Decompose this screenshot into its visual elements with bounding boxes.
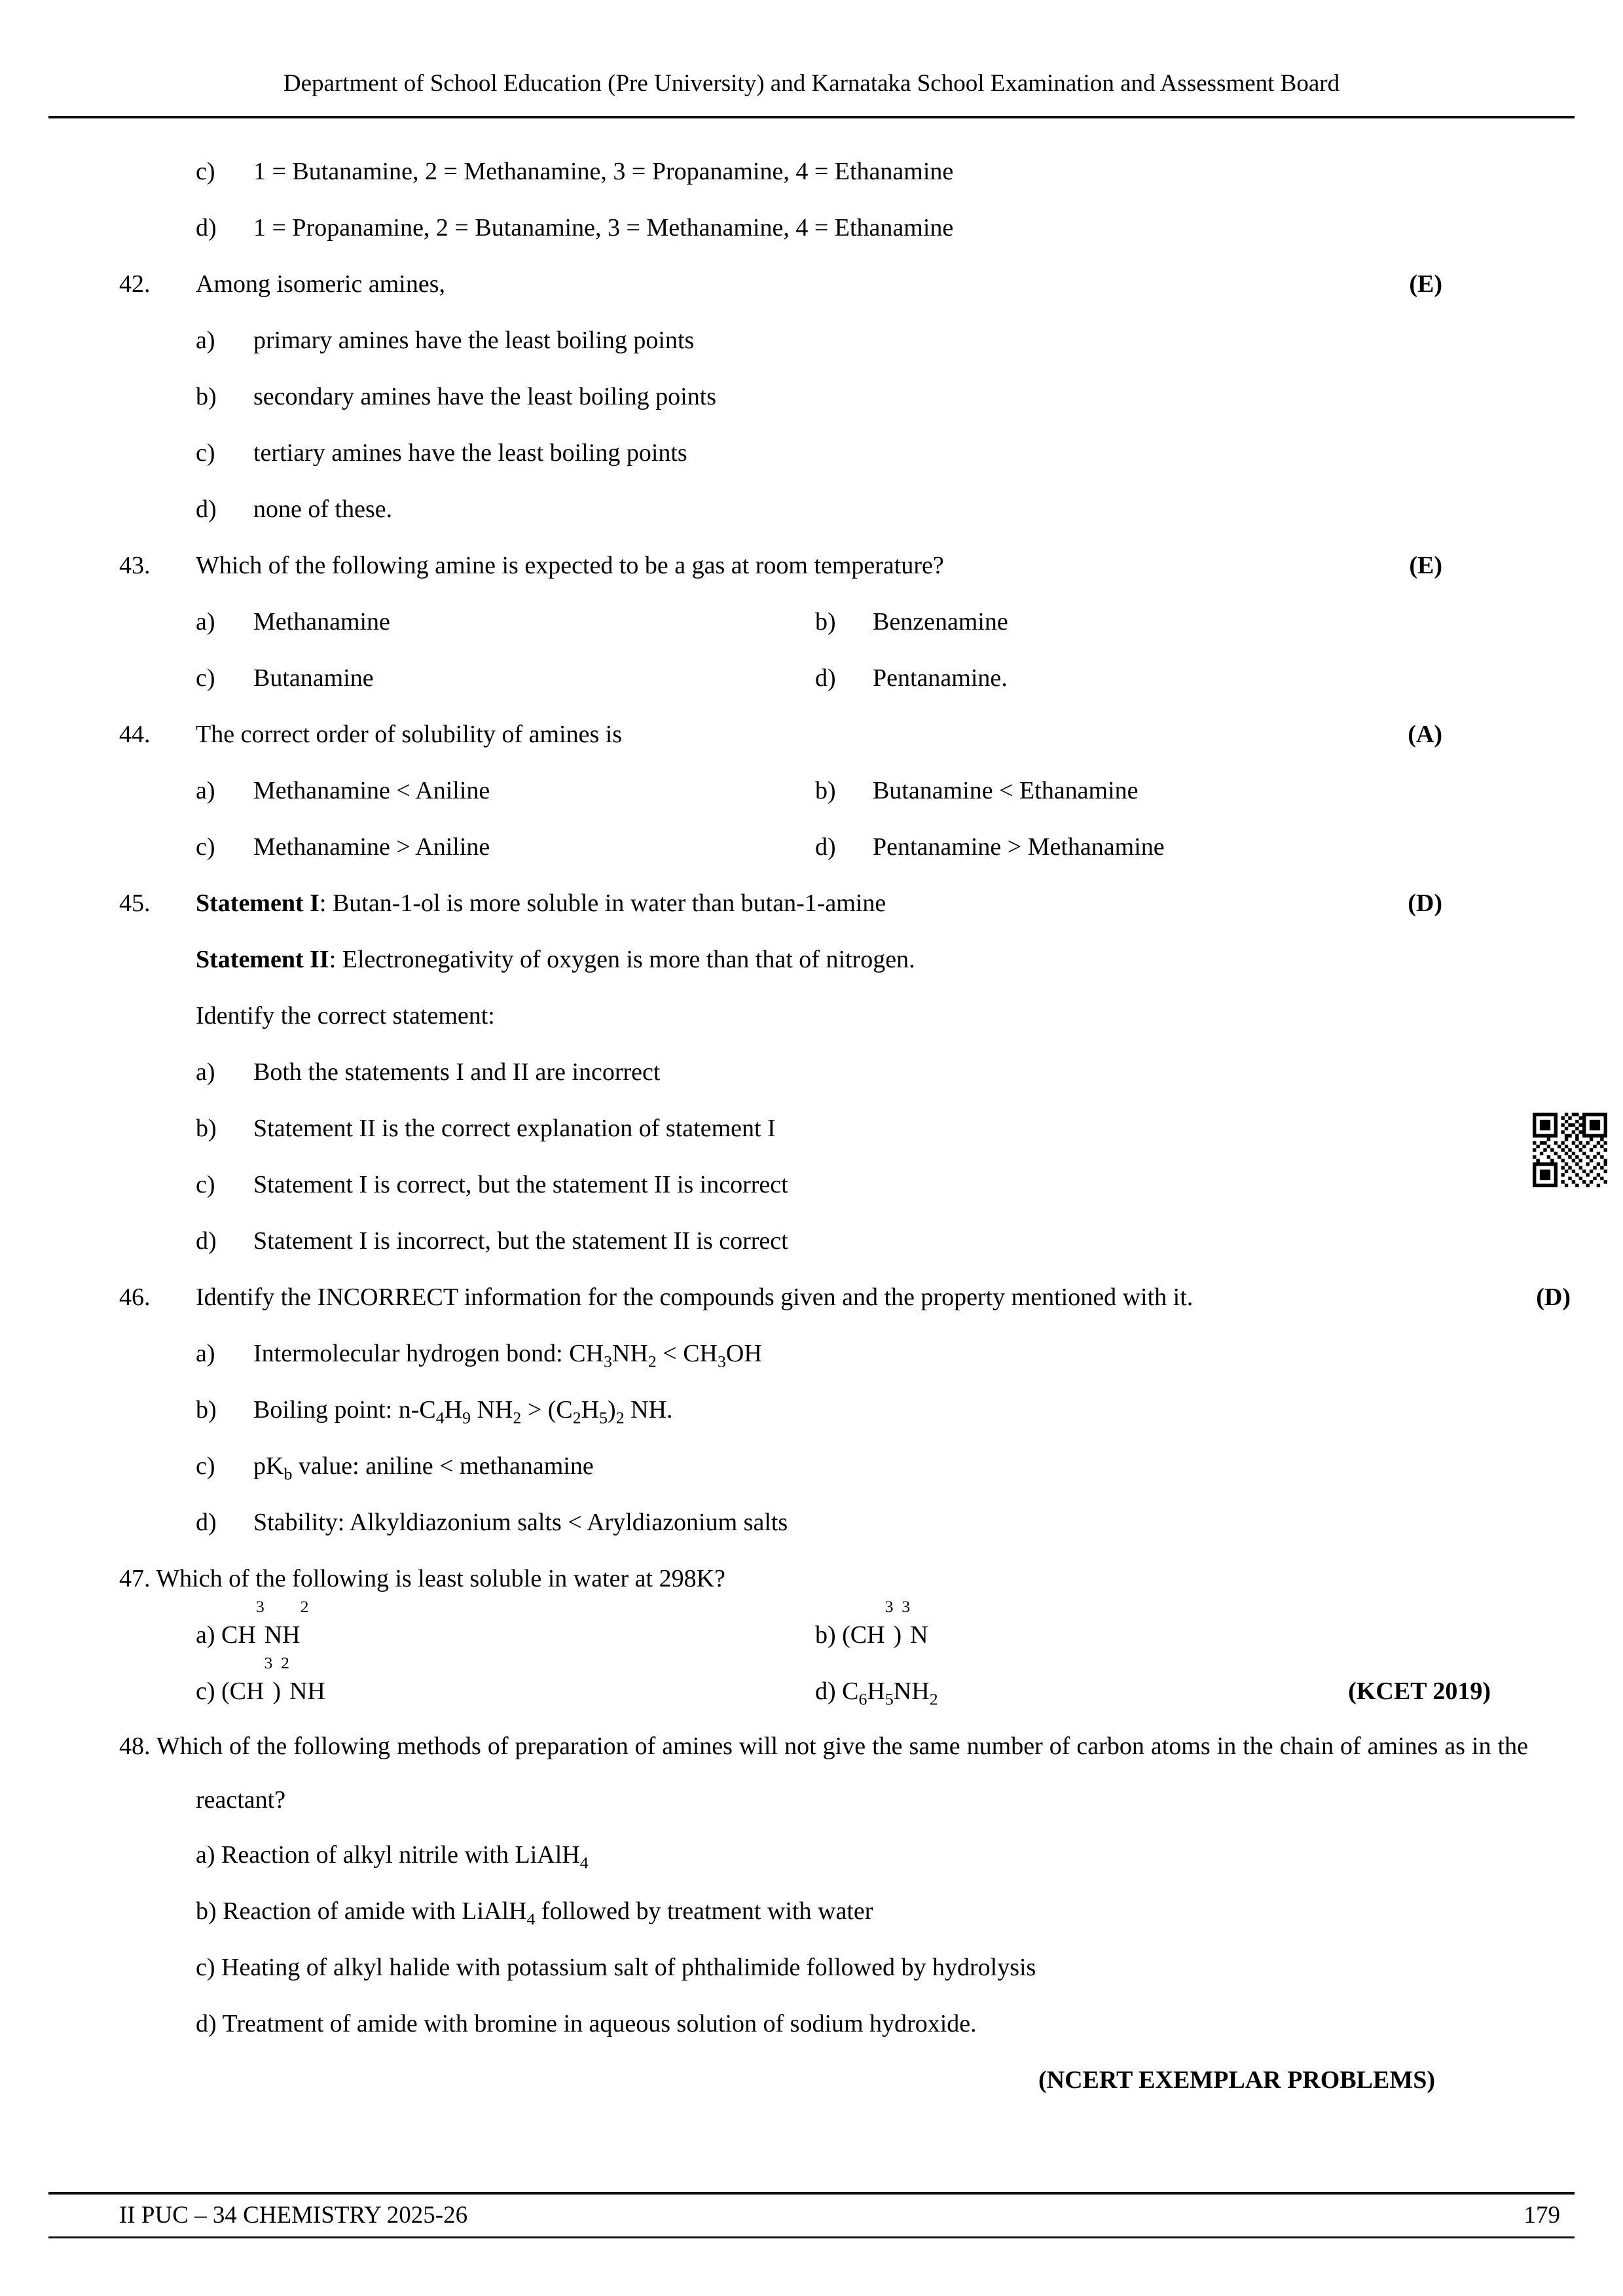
option-text: Both the statements I and II are incorrect <box>253 1058 661 1086</box>
option-row <box>196 594 815 650</box>
question-text: The correct order of solubility of amines is <box>196 721 623 748</box>
header-title: Department of School Education (Pre University) and Karnataka School Examination and Assessment Board <box>283 70 1340 97</box>
option-text: Stability: Alkyldiazonium salts < Aryldiazonium salts <box>253 1509 788 1536</box>
option-row <box>119 312 1528 368</box>
option-row <box>119 200 1528 256</box>
question-row <box>119 706 1528 762</box>
question-number: 46. <box>119 1283 151 1311</box>
option-row <box>119 1100 1528 1157</box>
option-row: b) (CH 3 ) 3 N <box>815 1597 928 1649</box>
option-row <box>196 650 815 706</box>
option-label: c) <box>196 158 215 185</box>
option-text: Benzenamine <box>873 608 1008 636</box>
question-text: Among isomeric amines, <box>196 270 445 298</box>
source-tag: (KCET 2019) <box>1348 1677 1491 1705</box>
option-text: 1 = Butanamine, 2 = Methanamine, 3 = Propanamine, 4 = Ethanamine <box>253 158 954 185</box>
option-row <box>119 143 1528 200</box>
option-label: c) <box>196 439 215 467</box>
option-text: d) $C_6H_5NH_2$ <box>815 1677 938 1709</box>
qr-code <box>1533 1113 1607 1187</box>
page-footer <box>48 2192 1575 2238</box>
option-label: a) <box>196 1058 215 1086</box>
option-label: b) <box>815 777 836 804</box>
option-text: Butanamine <box>253 664 374 692</box>
answer-key: (D) <box>1536 1283 1571 1311</box>
question-text: 47. Which of the following is least soluble in water at 298K? <box>119 1565 725 1592</box>
option-label: a) <box>196 327 215 354</box>
option-row <box>815 650 1528 706</box>
statement-two: Statement II: Electronegativity of oxygen is more than that of nitrogen. <box>196 946 915 973</box>
option-row <box>196 819 815 875</box>
option-row <box>119 1382 1528 1438</box>
option-label: d) <box>815 664 836 692</box>
option-row <box>815 819 1528 875</box>
option-label: a) <box>196 777 215 804</box>
options-grid <box>119 762 1528 875</box>
option-row <box>119 1438 1528 1494</box>
question-prompt: Identify the correct statement: <box>196 1002 495 1030</box>
question-row <box>119 1269 1571 1325</box>
option-label: c) <box>196 1171 215 1198</box>
option-row: d) Treatment of amide with bromine in aqueous solution of sodium hydroxide. <box>196 2010 977 2037</box>
option-text: Intermolecular hydrogen bond: $CH_3NH_2 < CH_3OH$ <box>253 1340 762 1371</box>
option-row <box>815 594 1528 650</box>
question-row <box>119 256 1528 312</box>
option-text: Statement II is the correct explanation of statement I <box>253 1115 776 1142</box>
option-text: 1 = Propanamine, 2 = Butanamine, 3 = Methanamine, 4 = Ethanamine <box>253 214 954 242</box>
option-row <box>815 762 1528 819</box>
question-text: 48. Which of the following methods of preparation of amines will not give the same number of carbon atoms in the chain of amines as in the reactant? <box>119 1732 1528 1814</box>
option-label: b) <box>196 1396 217 1424</box>
options-grid <box>119 594 1528 706</box>
option-row <box>119 481 1528 537</box>
option-row <box>119 1325 1528 1382</box>
option-row <box>815 1663 1528 1719</box>
option-label: d) <box>815 833 836 861</box>
option-label: c) <box>196 1452 215 1480</box>
option-label: a) <box>196 608 215 636</box>
option-text: Methanamine > Aniline <box>253 833 490 861</box>
option-label: d) <box>196 1227 217 1255</box>
option-row: a) Reaction of alkyl nitrile with LiAlH$_4$ <box>196 1841 589 1873</box>
option-label: c) <box>196 664 215 692</box>
question-text: Identify the INCORRECT information for the compounds given and the property mentioned with it. <box>196 1283 1194 1311</box>
question-row <box>119 875 1528 931</box>
option-text: $pK_b$ value: aniline < methanamine <box>253 1452 594 1484</box>
option-label: b) <box>815 608 836 636</box>
footer-left: II PUC – 34 CHEMISTRY 2025-26 <box>119 2202 468 2229</box>
answer-key: (E) <box>1409 270 1442 298</box>
option-text: none of these. <box>253 495 393 523</box>
option-text: Statement I is incorrect, but the statement II is correct <box>253 1227 788 1255</box>
answer-key: (D) <box>1408 889 1442 917</box>
option-text: Methanamine <box>253 608 390 636</box>
option-row: c) (CH 3 ) 2 NH <box>196 1653 325 1705</box>
option-row <box>119 1044 1528 1100</box>
option-text: Butanamine < Ethanamine <box>873 777 1139 804</box>
option-text: tertiary amines have the least boiling points <box>253 439 687 467</box>
option-text: Methanamine < Aniline <box>253 777 490 804</box>
page-content <box>119 143 1571 2108</box>
option-text: primary amines have the least boiling points <box>253 327 695 354</box>
option-row <box>119 1213 1528 1269</box>
option-row: a) CH 3 NH 2 <box>196 1597 309 1649</box>
answer-key: (A) <box>1408 721 1442 748</box>
option-label: a) <box>196 1340 215 1367</box>
option-row <box>119 368 1528 425</box>
option-label: c) <box>196 833 215 861</box>
question-number: 42. <box>119 270 151 298</box>
question-number: 43. <box>119 552 151 579</box>
option-label: d) <box>196 1509 217 1536</box>
option-text: Pentanamine. <box>873 664 1008 692</box>
header-rule <box>48 116 1575 118</box>
option-text: Statement I is correct, but the statement II is incorrect <box>253 1171 788 1198</box>
question-row <box>119 537 1528 594</box>
option-row <box>119 425 1528 481</box>
question-text: Which of the following amine is expected to be a gas at room temperature? <box>196 552 944 579</box>
question-number: 45. <box>119 889 151 917</box>
option-row: c) Heating of alkyl halide with potassium salt of phthalimide followed by hydrolysis <box>196 1954 1036 1981</box>
option-row <box>119 1157 1528 1213</box>
answer-key: (E) <box>1409 552 1442 579</box>
option-row <box>119 1494 1528 1551</box>
page-number: 179 <box>1523 2202 1560 2229</box>
option-row <box>196 762 815 819</box>
source-tag: (NCERT EXEMPLAR PROBLEMS) <box>1038 2066 1435 2094</box>
option-text: Boiling point: $n-C_4H_9$ $NH_2 > (C_2H_5)_2$ NH. <box>253 1396 673 1427</box>
options-grid <box>119 1597 1528 1719</box>
statement-one: Statement I: Butan-1-ol is more soluble in water than butan-1-amine <box>196 889 886 917</box>
option-label: b) <box>196 1115 217 1142</box>
option-text: secondary amines have the least boiling points <box>253 383 717 410</box>
question-number: 44. <box>119 721 151 748</box>
option-text: Pentanamine > Methanamine <box>873 833 1165 861</box>
option-label: b) <box>196 383 217 410</box>
option-label: d) <box>196 495 217 523</box>
option-label: d) <box>196 214 217 242</box>
option-row: b) Reaction of amide with LiAlH$_4$ followed by treatment with water <box>196 1897 873 1929</box>
